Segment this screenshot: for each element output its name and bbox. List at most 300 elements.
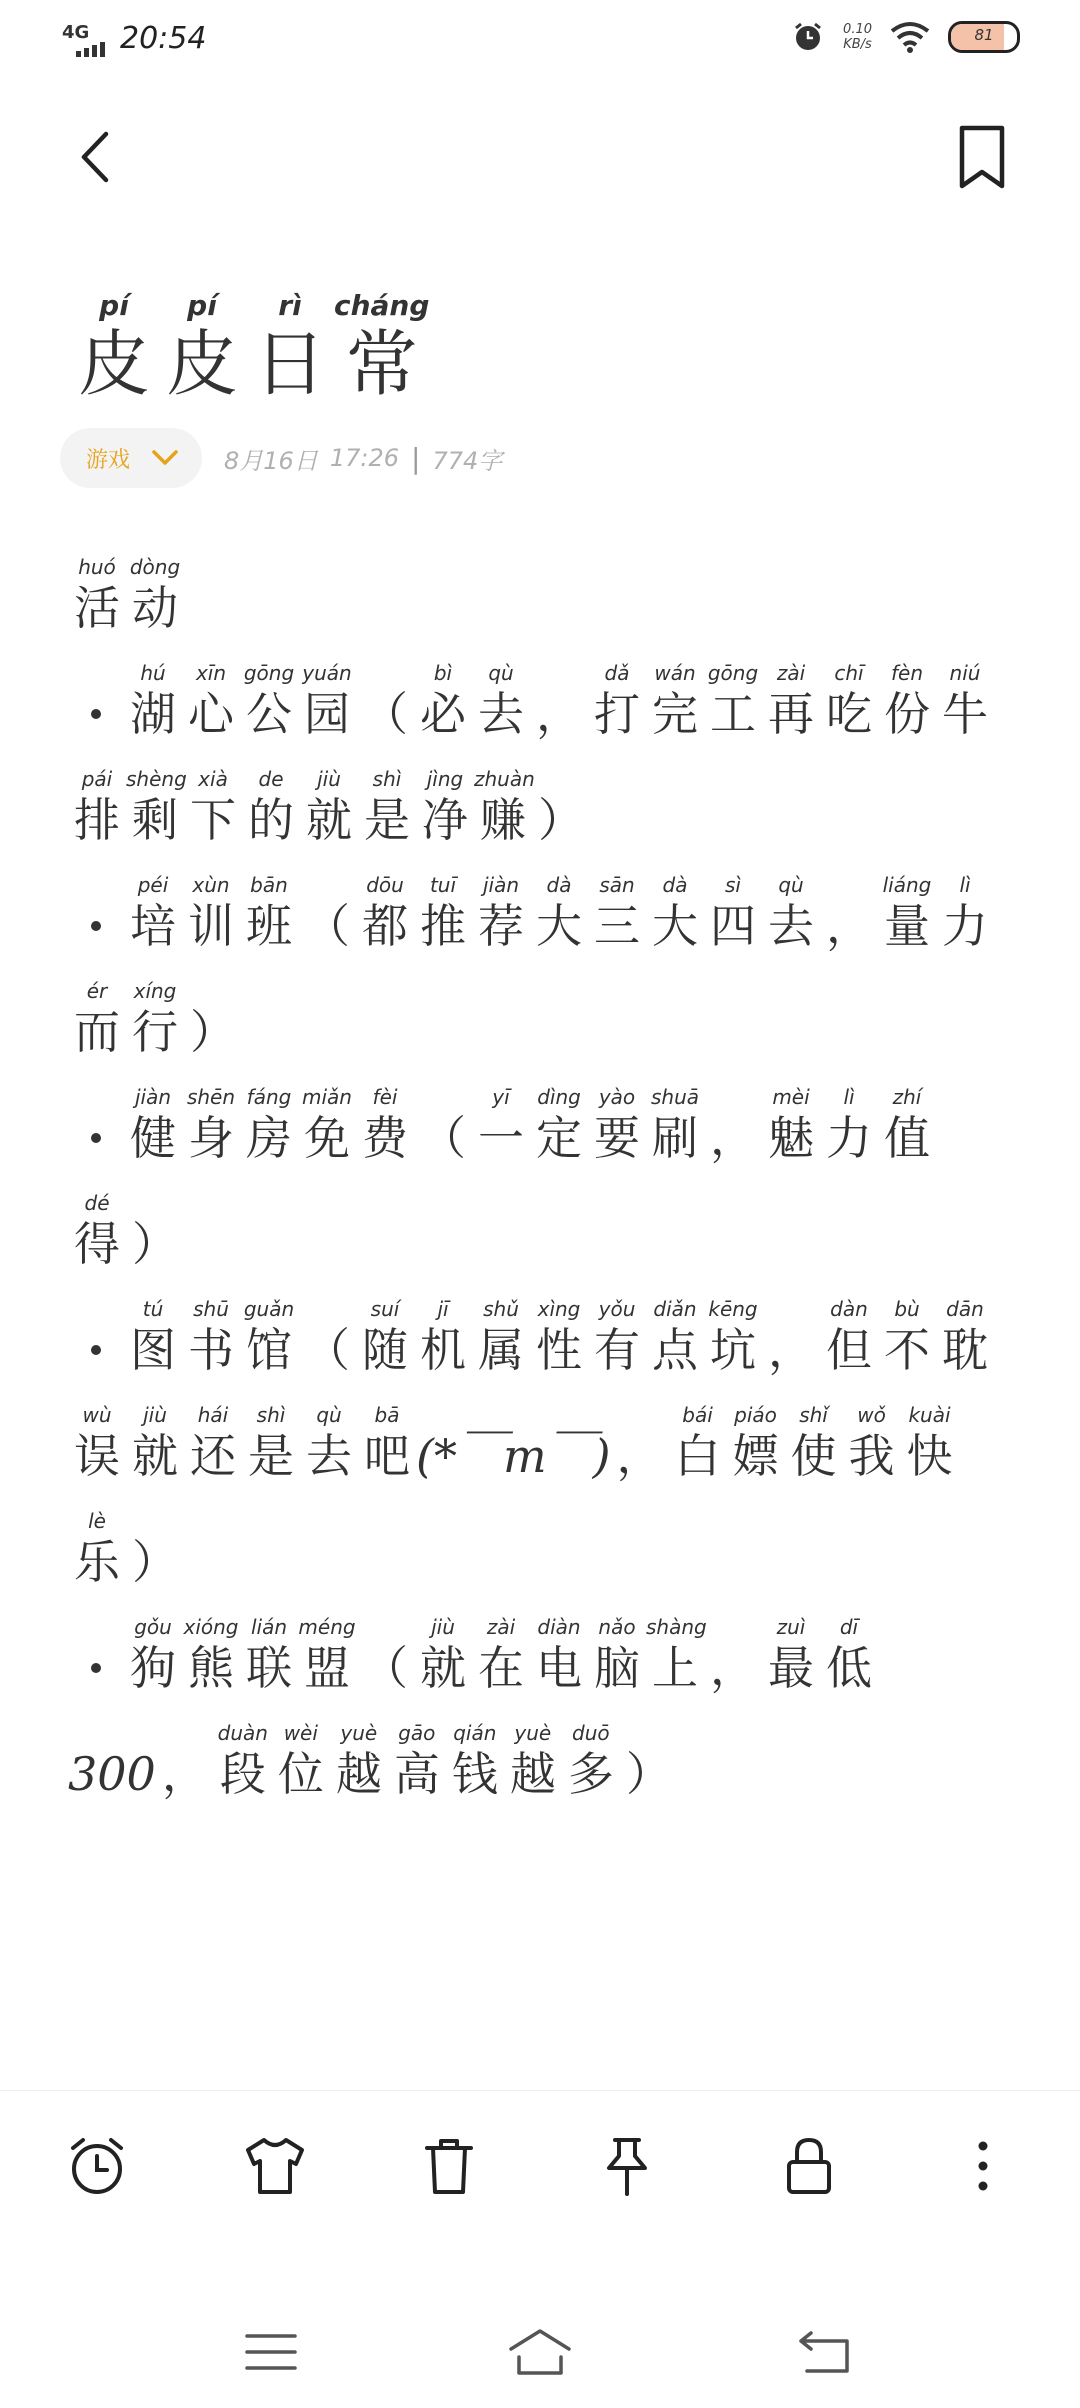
hanzi: 再 bbox=[768, 687, 814, 741]
pinyin: fáng bbox=[246, 1085, 292, 1109]
hanzi: 牛 bbox=[942, 687, 988, 741]
ruby-char bbox=[416, 766, 474, 848]
bullet-dot bbox=[68, 1640, 124, 1696]
hanzi: 的 bbox=[248, 793, 294, 847]
hanzi: ， bbox=[768, 1323, 814, 1377]
ruby-char bbox=[936, 1296, 994, 1378]
ruby-char bbox=[124, 1084, 182, 1166]
ruby-char bbox=[68, 1402, 126, 1484]
pinyin: cháng bbox=[334, 289, 430, 322]
pinyin: yuán bbox=[302, 661, 352, 685]
pinyin: pái bbox=[81, 767, 113, 791]
pinyin: xùn bbox=[192, 873, 230, 897]
back-arrow-icon[interactable] bbox=[72, 122, 122, 192]
pinyin: shàng bbox=[646, 1615, 707, 1639]
ruby-char bbox=[646, 872, 704, 954]
pinyin: shū bbox=[193, 1297, 229, 1321]
pinyin: xíng bbox=[133, 979, 177, 1003]
pinyin: péi bbox=[137, 873, 169, 897]
pinyin: lì bbox=[959, 873, 971, 897]
ruby-char bbox=[182, 872, 240, 954]
pinyin: duō bbox=[572, 1721, 610, 1745]
ruby-char bbox=[472, 1084, 530, 1166]
ruby-char bbox=[472, 1296, 530, 1378]
pinyin: huó bbox=[78, 555, 116, 579]
ruby-char bbox=[530, 1084, 588, 1166]
ruby-char bbox=[414, 1084, 472, 1166]
pinyin: bā bbox=[374, 1403, 400, 1427]
pinyin: lè bbox=[88, 1509, 106, 1533]
bullet-dot bbox=[68, 1110, 124, 1166]
text-line bbox=[68, 1378, 1028, 1484]
ruby-char bbox=[184, 1402, 242, 1484]
hanzi: 就 bbox=[420, 1641, 466, 1695]
pinyin: xìng bbox=[537, 1297, 581, 1321]
ruby-char bbox=[126, 978, 184, 1060]
ruby-char bbox=[820, 1084, 878, 1166]
hanzi: 四 bbox=[710, 899, 756, 953]
bullet-list-item bbox=[68, 848, 1028, 954]
bullet-dot bbox=[68, 686, 124, 742]
hanzi: 房 bbox=[246, 1111, 292, 1165]
pinyin: xīn bbox=[195, 661, 227, 685]
hanzi: 狗 bbox=[130, 1641, 176, 1695]
hanzi: 耽 bbox=[942, 1323, 988, 1377]
hanzi: 最 bbox=[768, 1641, 814, 1695]
ruby-char bbox=[820, 1614, 878, 1696]
chevron-down-icon bbox=[152, 450, 178, 466]
ruby-char bbox=[474, 766, 535, 848]
ruby-char bbox=[414, 1296, 472, 1378]
pinyin: piáo bbox=[734, 1403, 777, 1427]
pinyin: wán bbox=[654, 661, 696, 685]
text-line bbox=[68, 1166, 1028, 1272]
pinyin: fèn bbox=[890, 661, 924, 685]
hanzi: 身 bbox=[188, 1111, 234, 1165]
ruby-char bbox=[472, 872, 530, 954]
inline-text: (*￣m￣) bbox=[416, 1429, 611, 1483]
alarm-clock-icon[interactable] bbox=[62, 2131, 132, 2201]
hanzi: 是 bbox=[248, 1429, 294, 1483]
hanzi: （ bbox=[304, 1323, 350, 1377]
hanzi: 培 bbox=[130, 899, 176, 953]
hanzi: 书 bbox=[188, 1323, 234, 1377]
ruby-char bbox=[356, 1614, 414, 1696]
pinyin: kēng bbox=[708, 1297, 758, 1321]
category-dropdown[interactable] bbox=[60, 428, 202, 488]
pinyin bbox=[298, 1296, 356, 1322]
hanzi: 训 bbox=[188, 899, 234, 953]
pinyin: jī bbox=[437, 1297, 449, 1321]
hanzi: 免 bbox=[304, 1111, 350, 1165]
hanzi: 常 bbox=[345, 322, 418, 406]
hanzi: 费 bbox=[362, 1111, 408, 1165]
ruby-char bbox=[588, 1296, 646, 1378]
hanzi: 脑 bbox=[594, 1641, 640, 1695]
ruby-char bbox=[356, 872, 414, 954]
hanzi: 推 bbox=[420, 899, 466, 953]
hanzi: 刷 bbox=[652, 1111, 698, 1165]
alarm-icon bbox=[791, 20, 825, 54]
hanzi: 大 bbox=[652, 899, 698, 953]
ruby-char bbox=[878, 1296, 936, 1378]
ruby-char bbox=[242, 766, 300, 848]
hanzi: ） bbox=[190, 1005, 236, 1059]
pinyin: zài bbox=[776, 661, 806, 685]
hanzi: 大 bbox=[536, 899, 582, 953]
bottom-toolbar bbox=[0, 2090, 1080, 2235]
ruby-char bbox=[620, 1720, 678, 1802]
pinyin: zài bbox=[486, 1615, 516, 1639]
ruby-char bbox=[820, 872, 878, 954]
hanzi: 还 bbox=[190, 1429, 236, 1483]
pinyin: dàn bbox=[830, 1297, 868, 1321]
bullet-dot bbox=[68, 1322, 124, 1378]
hanzi: 健 bbox=[130, 1111, 176, 1165]
ruby-char bbox=[472, 660, 530, 742]
ruby-char bbox=[126, 1508, 184, 1590]
pinyin: dī bbox=[839, 1615, 859, 1639]
pinyin: dé bbox=[84, 1191, 110, 1215]
pinyin bbox=[532, 766, 590, 792]
ruby-char bbox=[298, 1296, 356, 1378]
hanzi: 得 bbox=[74, 1217, 120, 1271]
ruby-char bbox=[414, 660, 472, 742]
pinyin: yào bbox=[598, 1085, 636, 1109]
ruby-char bbox=[588, 1084, 646, 1166]
pinyin bbox=[414, 1084, 472, 1110]
hanzi: 完 bbox=[652, 687, 698, 741]
pinyin: qián bbox=[453, 1721, 497, 1745]
hanzi: 心 bbox=[188, 687, 234, 741]
ruby-char bbox=[240, 1296, 298, 1378]
hanzi: 三 bbox=[594, 899, 640, 953]
status-bar bbox=[0, 0, 1080, 80]
ruby-char bbox=[334, 288, 429, 404]
hanzi: 盟 bbox=[304, 1641, 350, 1695]
hanzi: 而 bbox=[74, 1005, 120, 1059]
ruby-char bbox=[242, 1402, 300, 1484]
ruby-char bbox=[878, 872, 936, 954]
hanzi: 馆 bbox=[246, 1323, 292, 1377]
ruby-char bbox=[504, 1720, 562, 1802]
pinyin: dìng bbox=[537, 1085, 581, 1109]
hanzi: ， bbox=[710, 1111, 756, 1165]
ruby-char bbox=[298, 1614, 356, 1696]
hanzi: 剩 bbox=[132, 793, 178, 847]
ruby-char bbox=[358, 766, 416, 848]
ruby-char bbox=[646, 1296, 704, 1378]
ruby-char bbox=[646, 1084, 704, 1166]
ruby-char bbox=[298, 1084, 356, 1166]
bullet-list-item bbox=[68, 1590, 1028, 1696]
hanzi: 荐 bbox=[478, 899, 524, 953]
hanzi: 力 bbox=[826, 1111, 872, 1165]
hanzi: （ bbox=[420, 1111, 466, 1165]
hanzi: 嫖 bbox=[732, 1429, 779, 1483]
hanzi: 活 bbox=[74, 581, 120, 635]
hanzi: 日 bbox=[253, 322, 326, 406]
meta-separator: | bbox=[411, 441, 421, 475]
ruby-char bbox=[240, 872, 298, 954]
hanzi: 公 bbox=[246, 687, 292, 741]
pinyin: duàn bbox=[217, 1721, 268, 1745]
ruby-char bbox=[878, 660, 936, 742]
ruby-char bbox=[762, 872, 820, 954]
hanzi: ， bbox=[826, 899, 872, 953]
ruby-char bbox=[762, 1084, 820, 1166]
pinyin: de bbox=[258, 767, 284, 791]
hanzi: （ bbox=[304, 899, 350, 953]
pinyin: shǔ bbox=[483, 1297, 519, 1321]
ruby-char bbox=[182, 1296, 240, 1378]
pinyin: wù bbox=[82, 1403, 112, 1427]
hanzi: 值 bbox=[884, 1111, 930, 1165]
pinyin: bì bbox=[433, 661, 453, 685]
pinyin: guǎn bbox=[243, 1297, 295, 1321]
hanzi: 钱 bbox=[451, 1747, 498, 1801]
ruby-char bbox=[358, 1402, 416, 1484]
pinyin: kuài bbox=[908, 1403, 951, 1427]
home-icon[interactable] bbox=[505, 2322, 575, 2382]
ruby-char bbox=[126, 554, 184, 636]
hanzi: 但 bbox=[826, 1323, 872, 1377]
pinyin: hái bbox=[197, 1403, 229, 1427]
hanzi: 魅 bbox=[768, 1111, 814, 1165]
hanzi: 电 bbox=[536, 1641, 582, 1695]
hanzi: 就 bbox=[306, 793, 352, 847]
hanzi: （ bbox=[362, 687, 408, 741]
hanzi: 吃 bbox=[826, 687, 872, 741]
ruby-char bbox=[126, 766, 187, 848]
pinyin: dà bbox=[662, 873, 688, 897]
ruby-char bbox=[704, 1614, 762, 1696]
hanzi: 一 bbox=[478, 1111, 524, 1165]
ruby-char bbox=[388, 1720, 446, 1802]
ruby-char bbox=[124, 660, 182, 742]
hanzi: 快 bbox=[906, 1429, 953, 1483]
ruby-char bbox=[704, 1296, 762, 1378]
hanzi: 不 bbox=[884, 1323, 930, 1377]
pinyin: ér bbox=[86, 979, 108, 1003]
text-line bbox=[68, 954, 1028, 1060]
pinyin bbox=[820, 872, 878, 898]
hanzi: 去 bbox=[768, 899, 814, 953]
ruby-char bbox=[936, 872, 994, 954]
note-body[interactable] bbox=[68, 530, 1028, 1802]
trash-icon[interactable] bbox=[414, 2131, 484, 2201]
ruby-char bbox=[240, 1084, 298, 1166]
hanzi: 有 bbox=[594, 1323, 640, 1377]
ruby-char bbox=[472, 1614, 530, 1696]
pinyin: yuè bbox=[514, 1721, 552, 1745]
more-icon[interactable] bbox=[948, 2131, 1018, 2201]
pinyin: jìng bbox=[426, 767, 464, 791]
hanzi: 去 bbox=[478, 687, 524, 741]
ruby-char bbox=[762, 660, 820, 742]
ruby-char bbox=[901, 1402, 959, 1484]
ruby-char bbox=[158, 288, 246, 404]
pinyin bbox=[298, 872, 356, 898]
ruby-char bbox=[70, 288, 158, 404]
ruby-char bbox=[878, 1084, 936, 1166]
ruby-char bbox=[68, 1190, 126, 1272]
ruby-char bbox=[184, 766, 242, 848]
ruby-char bbox=[156, 1720, 214, 1802]
pinyin: shì bbox=[372, 767, 402, 791]
pinyin: suí bbox=[370, 1297, 400, 1321]
hanzi: 误 bbox=[74, 1429, 120, 1483]
hanzi: ） bbox=[538, 793, 584, 847]
pinyin: miǎn bbox=[302, 1085, 352, 1109]
pinyin: bān bbox=[250, 873, 288, 897]
pinyin bbox=[530, 660, 588, 686]
ruby-char bbox=[820, 660, 878, 742]
hanzi: 皮 bbox=[165, 322, 238, 406]
ruby-char bbox=[562, 1720, 620, 1802]
hanzi: 要 bbox=[594, 1111, 640, 1165]
pinyin: lì bbox=[843, 1085, 855, 1109]
text-line bbox=[68, 1696, 1028, 1802]
ruby-char bbox=[214, 1720, 272, 1802]
ruby-char bbox=[68, 1508, 126, 1590]
text-line bbox=[68, 530, 1028, 636]
hanzi: 动 bbox=[132, 581, 178, 635]
inline-text: 300 bbox=[68, 1747, 156, 1801]
hanzi: 使 bbox=[790, 1429, 837, 1483]
menu-icon[interactable] bbox=[236, 2322, 306, 2382]
ruby-char bbox=[530, 660, 588, 742]
ruby-char bbox=[356, 660, 414, 742]
hanzi: 行 bbox=[132, 1005, 178, 1059]
pinyin: xióng bbox=[183, 1615, 239, 1639]
ruby-char bbox=[356, 1084, 414, 1166]
hanzi: 都 bbox=[362, 899, 408, 953]
pinyin: sān bbox=[599, 873, 635, 897]
hanzi: 我 bbox=[848, 1429, 895, 1483]
text-line bbox=[68, 1484, 1028, 1590]
pinyin: pí bbox=[187, 289, 217, 322]
hanzi: 份 bbox=[884, 687, 930, 741]
status-time: 20:54 bbox=[120, 20, 207, 56]
wifi-icon bbox=[890, 21, 930, 53]
pinyin: chī bbox=[834, 661, 864, 685]
hanzi: 湖 bbox=[130, 687, 176, 741]
hanzi: ） bbox=[132, 1535, 178, 1589]
pinyin: gōng bbox=[243, 661, 295, 685]
hanzi: 乐 bbox=[74, 1535, 120, 1589]
ruby-char bbox=[530, 872, 588, 954]
pinyin: diàn bbox=[537, 1615, 581, 1639]
pinyin: gǒu bbox=[134, 1615, 172, 1639]
pinyin: bái bbox=[682, 1403, 713, 1427]
pinyin: yuè bbox=[340, 1721, 378, 1745]
hanzi: 机 bbox=[420, 1323, 466, 1377]
hanzi: 图 bbox=[130, 1323, 176, 1377]
pinyin: zuì bbox=[776, 1615, 806, 1639]
ruby-char bbox=[820, 1296, 878, 1378]
pinyin: fèi bbox=[372, 1085, 398, 1109]
pinyin: méng bbox=[298, 1615, 356, 1639]
hanzi: 赚 bbox=[480, 793, 526, 847]
note-date: 8月16日 bbox=[224, 446, 318, 475]
hanzi: 吧 bbox=[364, 1429, 410, 1483]
text-line bbox=[68, 742, 1028, 848]
word-count: 774字 bbox=[432, 446, 503, 475]
pinyin: dǎ bbox=[604, 661, 630, 685]
hanzi: ， bbox=[616, 1429, 663, 1483]
pinyin: tú bbox=[142, 1297, 164, 1321]
ruby-char bbox=[272, 1720, 330, 1802]
pinyin: jiàn bbox=[134, 1085, 172, 1109]
hanzi: ， bbox=[536, 687, 582, 741]
hanzi: 排 bbox=[74, 793, 120, 847]
hanzi: 打 bbox=[594, 687, 640, 741]
pinyin bbox=[611, 1402, 669, 1428]
hanzi: 高 bbox=[393, 1747, 440, 1801]
hanzi: 点 bbox=[652, 1323, 698, 1377]
system-nav-bar bbox=[0, 2300, 1080, 2408]
pinyin: xià bbox=[198, 767, 228, 791]
hanzi: 下 bbox=[190, 793, 236, 847]
hanzi: ） bbox=[132, 1217, 178, 1271]
hanzi: 在 bbox=[478, 1641, 524, 1695]
category-label: 游戏 bbox=[86, 447, 131, 473]
ruby-char bbox=[532, 766, 590, 848]
shirt-icon[interactable] bbox=[240, 2131, 310, 2201]
ruby-char bbox=[762, 1614, 820, 1696]
pinyin: dōu bbox=[366, 873, 404, 897]
battery-icon: 81 bbox=[948, 21, 1020, 53]
ruby-char bbox=[68, 766, 126, 848]
note-time: 17:26 bbox=[329, 444, 399, 472]
lock-icon[interactable] bbox=[774, 2131, 844, 2201]
pinyin: wǒ bbox=[857, 1403, 886, 1427]
hanzi: 位 bbox=[277, 1747, 324, 1801]
hanzi: 熊 bbox=[188, 1641, 234, 1695]
ruby-char bbox=[611, 1402, 669, 1484]
pinyin: dòng bbox=[129, 555, 181, 579]
ruby-char bbox=[298, 872, 356, 954]
ruby-char bbox=[240, 660, 298, 742]
ruby-char bbox=[704, 872, 762, 954]
ruby-char bbox=[68, 978, 126, 1060]
pinyin: gōng bbox=[707, 661, 759, 685]
pinyin bbox=[620, 1720, 678, 1746]
ruby-char bbox=[727, 1402, 785, 1484]
hanzi: 白 bbox=[674, 1429, 721, 1483]
ruby-char bbox=[446, 1720, 504, 1802]
pinyin: yǒu bbox=[598, 1297, 636, 1321]
ruby-char bbox=[356, 1296, 414, 1378]
pinyin bbox=[126, 1508, 184, 1534]
ruby-char bbox=[588, 1614, 646, 1696]
pinyin bbox=[184, 978, 242, 1004]
ruby-char bbox=[246, 288, 334, 404]
pinyin: jiù bbox=[143, 1403, 167, 1427]
note-title bbox=[70, 288, 429, 404]
ruby-char bbox=[68, 554, 126, 636]
ruby-char bbox=[646, 660, 704, 742]
ruby-char bbox=[330, 1720, 388, 1802]
hanzi: 是 bbox=[364, 793, 410, 847]
pin-icon[interactable] bbox=[592, 2131, 662, 2201]
bookmark-icon[interactable] bbox=[952, 122, 1012, 192]
ruby-char bbox=[124, 1614, 182, 1696]
bullet-list-item bbox=[68, 1272, 1028, 1378]
back-icon[interactable] bbox=[790, 2322, 860, 2382]
pinyin: zhuàn bbox=[474, 767, 535, 791]
